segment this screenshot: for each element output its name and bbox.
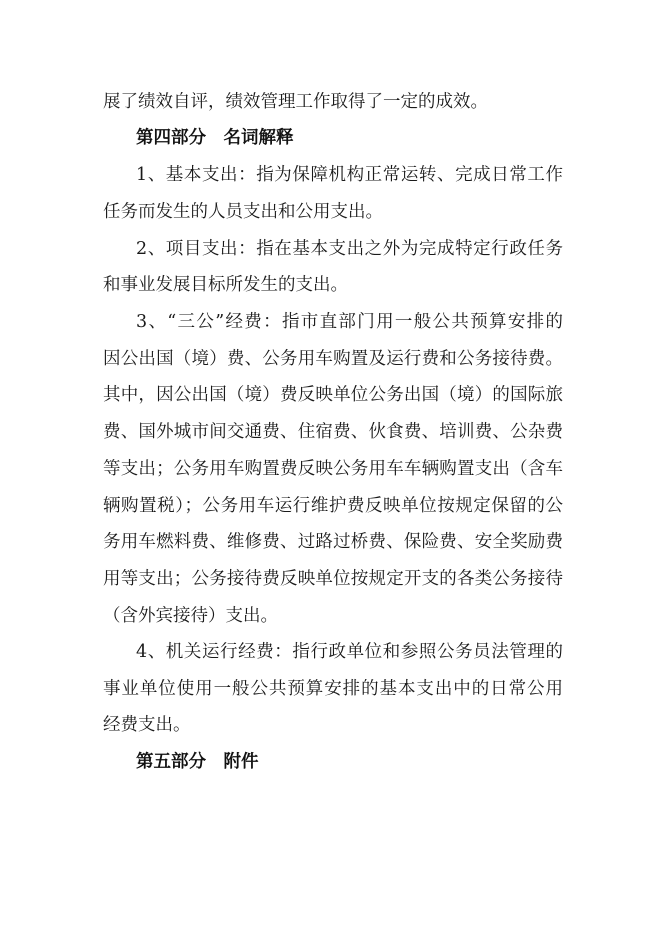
section-5-heading: 第五部分 附件 — [136, 752, 259, 772]
item-3-line-4: 费、国外城市间交通费、住宿费、伙食费、培训费、公杂费 — [103, 422, 563, 442]
item-1-line-2: 任务而发生的人员支出和公用支出。 — [103, 202, 383, 222]
item-1-line-1: 1、基本支出：指为保障机构正常运转、完成日常工作 — [136, 165, 563, 185]
item-3-line-6: 辆购置税）；公务用车运行维护费反映单位按规定保留的公 — [103, 496, 563, 516]
item-2-line-2: 和事业发展目标所发生的支出。 — [103, 275, 348, 295]
item-3-line-3: 其中，因公出国（境）费反映单位公务出国（境）的国际旅 — [103, 385, 563, 405]
item-3-line-2: 因公出国（境）费、公务用车购置及运行费和公务接待费。 — [103, 349, 563, 369]
item-2-line-1: 2、项目支出：指在基本支出之外为完成特定行政任务 — [136, 239, 563, 259]
item-3-line-1: 3、“三公”经费：指市直部门用一般公共预算安排的 — [136, 312, 563, 332]
item-3-line-7: 务用车燃料费、维修费、过路过桥费、保险费、安全奖励费 — [103, 532, 563, 552]
item-4-line-2: 事业单位使用一般公共预算安排的基本支出中的日常公用 — [103, 679, 563, 699]
section-4-heading: 第四部分 名词解释 — [136, 128, 294, 148]
item-3-line-8: 用等支出；公务接待费反映单位按规定开支的各类公务接待 — [103, 569, 563, 589]
item-4-line-3: 经费支出。 — [103, 715, 191, 735]
item-3-line-9: （含外宾接待）支出。 — [103, 606, 278, 626]
item-3-line-5: 等支出；公务用车购置费反映公务用车车辆购置支出（含车 — [103, 459, 563, 479]
item-4-line-1: 4、机关运行经费：指行政单位和参照公务员法管理的 — [136, 642, 563, 662]
intro-line: 展了绩效自评，绩效管理工作取得了一定的成效。 — [103, 92, 488, 112]
